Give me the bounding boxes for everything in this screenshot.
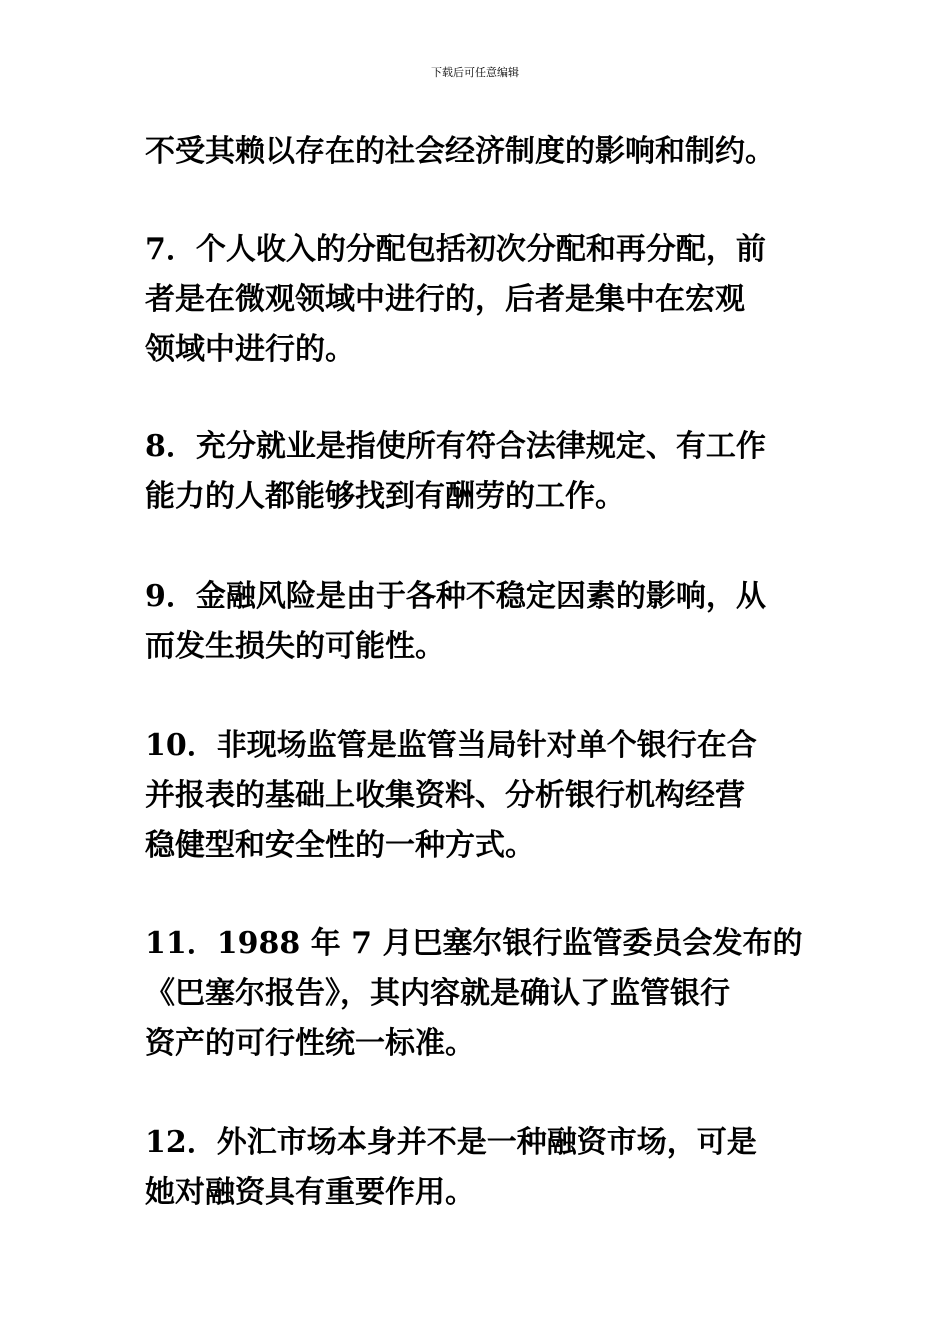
text-line: 7．个人收入的分配包括初次分配和再分配，前: [145, 232, 766, 267]
text-line: 者是在微观领域中进行的，后者是集中在宏观: [145, 282, 745, 317]
text-line: 能力的人都能够找到有酬劳的工作。: [145, 479, 625, 514]
page-header: 下载后可任意编辑: [431, 66, 519, 79]
paragraph-item-10: [145, 721, 810, 871]
text-line: 11．1988 年 7 月巴塞尔银行监管委员会发布的: [145, 926, 803, 961]
text-line: 12．外汇市场本身并不是一种融资市场，可是: [145, 1125, 757, 1160]
paragraph-item-12: [145, 1118, 810, 1218]
text-line: 8．充分就业是指使所有符合法律规定、有工作: [145, 429, 766, 464]
text-line: 领域中进行的。: [145, 332, 355, 367]
text-line: 而发生损失的可能性。: [145, 629, 445, 664]
text-line: 不受其赖以存在的社会经济制度的影响和制约。: [145, 134, 775, 169]
text-line: 稳健型和安全性的一种方式。: [145, 828, 535, 863]
text-line: 并报表的基础上收集资料、分析银行机构经营: [145, 778, 745, 813]
paragraph-item-7: [145, 225, 810, 375]
text-line: 她对融资具有重要作用。: [145, 1175, 475, 1210]
text-line: 《巴塞尔报告》，其内容就是确认了监管银行: [145, 976, 730, 1011]
paragraph-item-8: [145, 422, 810, 522]
paragraph-continuation: [145, 127, 810, 177]
paragraph-item-9: [145, 572, 810, 672]
text-line: 资产的可行性统一标准。: [145, 1026, 475, 1061]
text-line: 10．非现场监管是监管当局针对单个银行在合: [145, 728, 757, 763]
paragraph-item-11: [145, 919, 810, 1069]
text-line: 9．金融风险是由于各种不稳定因素的影响，从: [145, 579, 766, 614]
